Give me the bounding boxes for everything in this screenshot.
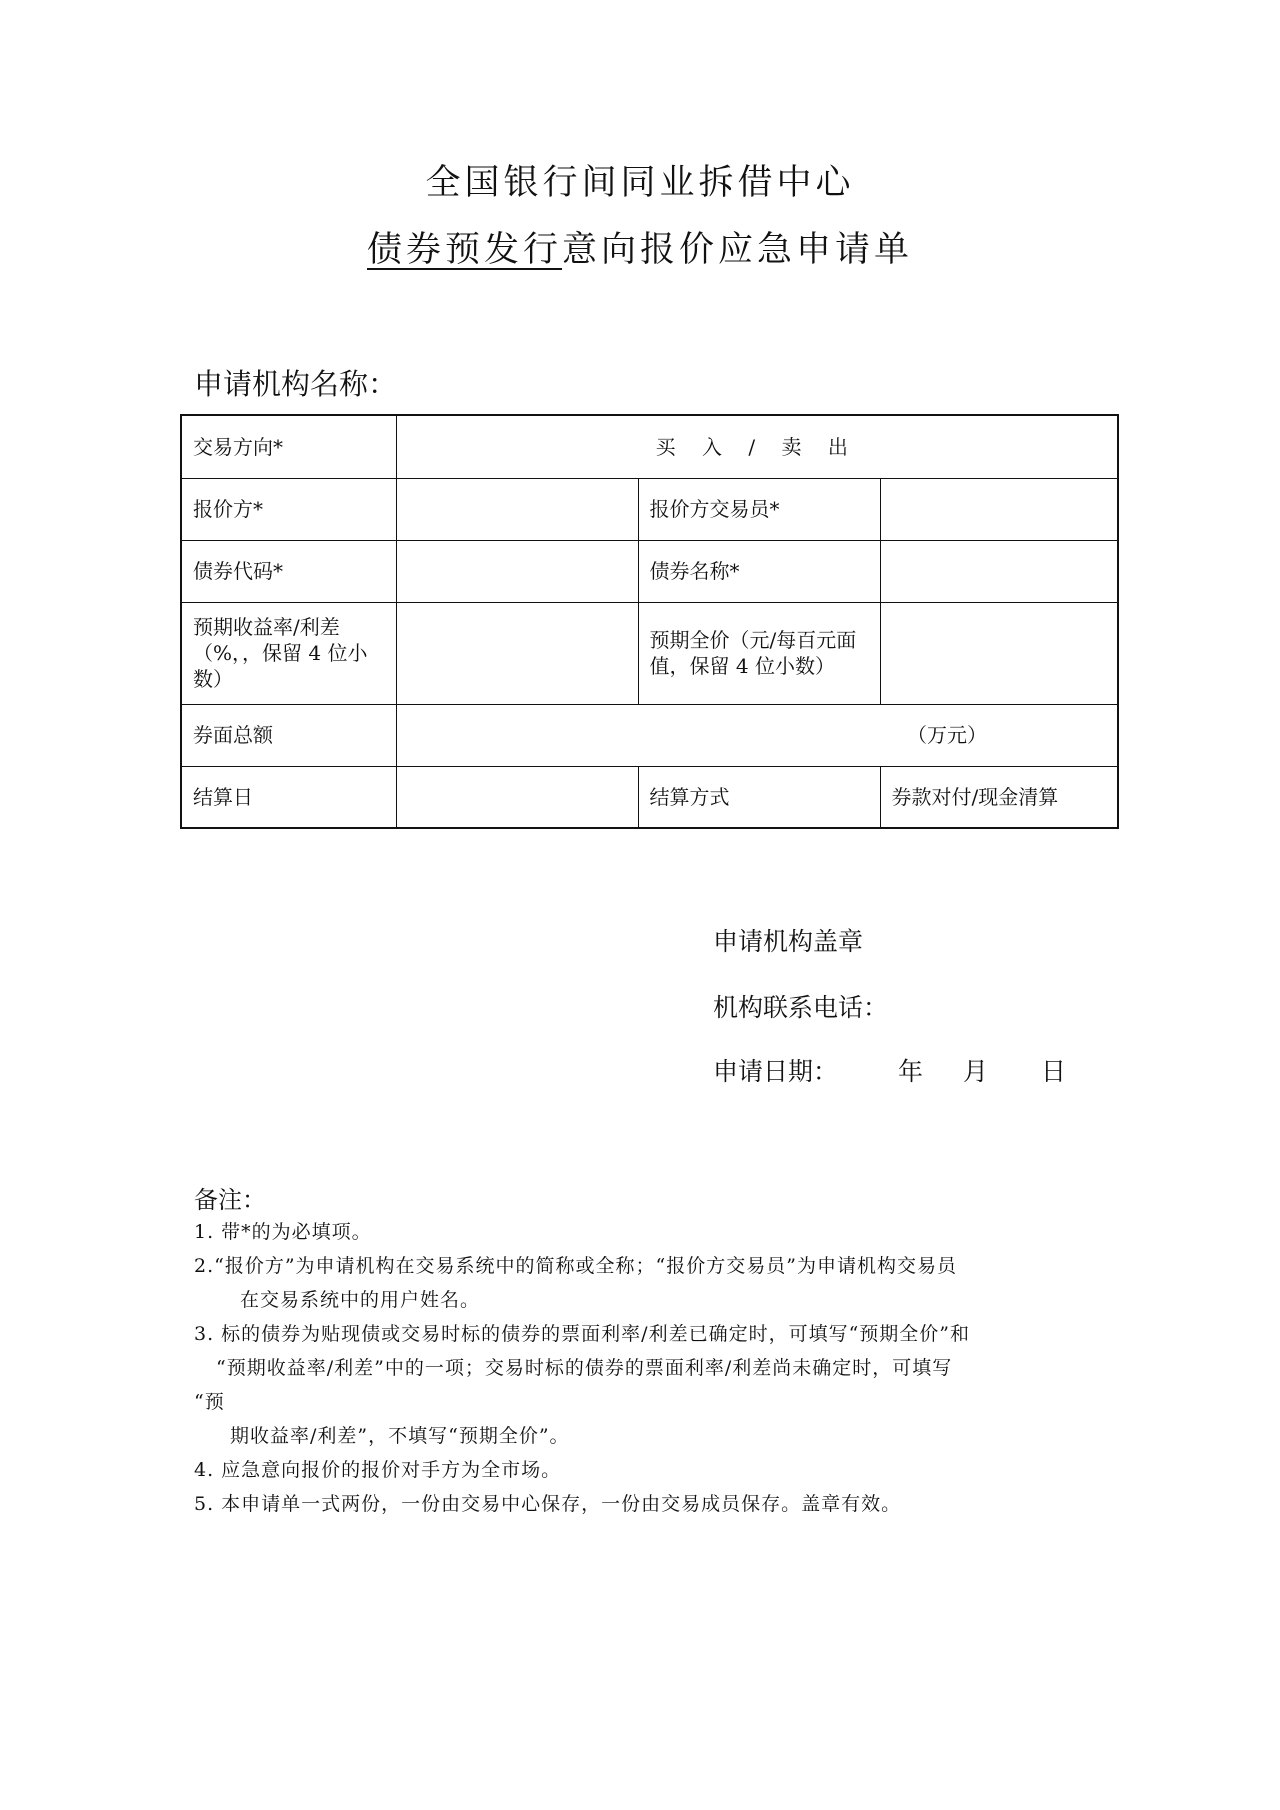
date-month: 月 bbox=[963, 1057, 989, 1086]
bond-name-field[interactable] bbox=[880, 540, 1118, 602]
settle-date-label: 结算日 bbox=[181, 766, 396, 828]
date-label: 申请日期： bbox=[713, 1057, 839, 1086]
price-field[interactable] bbox=[880, 602, 1118, 704]
table-row bbox=[181, 478, 1118, 540]
note-4: 4. 应急意向报价的报价对手方为全市场。 bbox=[194, 1459, 562, 1481]
notes-list bbox=[194, 1215, 1094, 1521]
note-2-line1: 2.“报价方”为申请机构在交易系统中的简称或全称；“报价方交易员”为申请机构交易员 bbox=[194, 1255, 957, 1277]
yield-label: 预期收益率/利差（%，，保留 4 位小数） bbox=[181, 602, 396, 704]
quoter-trader-label: 报价方交易员* bbox=[638, 478, 880, 540]
notes-title: 备注： bbox=[194, 1186, 266, 1214]
settle-date-field[interactable] bbox=[396, 766, 638, 828]
bond-code-label: 债券代码* bbox=[181, 540, 396, 602]
subtitle-rest: 意向报价应急申请单 bbox=[562, 230, 914, 270]
direction-value[interactable]: 买 入 / 卖 出 bbox=[396, 415, 1118, 478]
quoter-label: 报价方* bbox=[181, 478, 396, 540]
note-3-line4: 期收益率/利差”，不填写“预期全价”。 bbox=[230, 1425, 570, 1447]
date-day: 日 bbox=[1041, 1057, 1067, 1086]
settle-method-label: 结算方式 bbox=[638, 766, 880, 828]
subtitle-underlined: 债券预发行 bbox=[366, 230, 562, 270]
direction-label: 交易方向* bbox=[181, 415, 396, 478]
note-3-line2: “预期收益率/利差”中的一项；交易时标的债券的票面利率/利差尚未确定时，可填写 bbox=[216, 1357, 953, 1379]
note-2-line2: 在交易系统中的用户姓名。 bbox=[240, 1289, 481, 1311]
phone-label: 机构联系电话： bbox=[713, 993, 889, 1022]
table-row bbox=[181, 540, 1118, 602]
bond-name-label: 债券名称* bbox=[638, 540, 880, 602]
note-3-line3: “预 bbox=[194, 1391, 225, 1413]
yield-field[interactable] bbox=[396, 602, 638, 704]
settle-method-value: 券款对付/现金清算 bbox=[880, 766, 1118, 828]
application-date bbox=[713, 1052, 1066, 1088]
bond-code-field[interactable] bbox=[396, 540, 638, 602]
note-3-line1: 3. 标的债券为贴现债或交易时标的债券的票面利率/利差已确定时，可填写“预期全价”和 bbox=[194, 1323, 970, 1345]
quoter-field[interactable] bbox=[396, 478, 638, 540]
table-row bbox=[181, 415, 1118, 478]
note-5: 5. 本申请单一式两份，一份由交易中心保存，一份由交易成员保存。盖章有效。 bbox=[194, 1493, 902, 1515]
applicant-name-label: 申请机构名称： bbox=[194, 367, 398, 401]
application-form-table bbox=[180, 414, 1119, 829]
face-amount-label: 券面总额 bbox=[181, 704, 396, 766]
table-row bbox=[181, 704, 1118, 766]
note-1: 1. 带*的为必填项。 bbox=[194, 1221, 372, 1243]
table-row bbox=[181, 602, 1118, 704]
date-year: 年 bbox=[898, 1057, 924, 1086]
face-amount-field[interactable]: （万元） bbox=[396, 704, 1118, 766]
document-subtitle bbox=[0, 222, 1280, 272]
seal-label: 申请机构盖章 bbox=[713, 927, 864, 956]
document-title: 全国银行间同业拆借中心 bbox=[425, 163, 855, 203]
quoter-trader-field[interactable] bbox=[880, 478, 1118, 540]
price-label: 预期全价（元/每百元面值，保留 4 位小数） bbox=[638, 602, 880, 704]
table-row bbox=[181, 766, 1118, 828]
